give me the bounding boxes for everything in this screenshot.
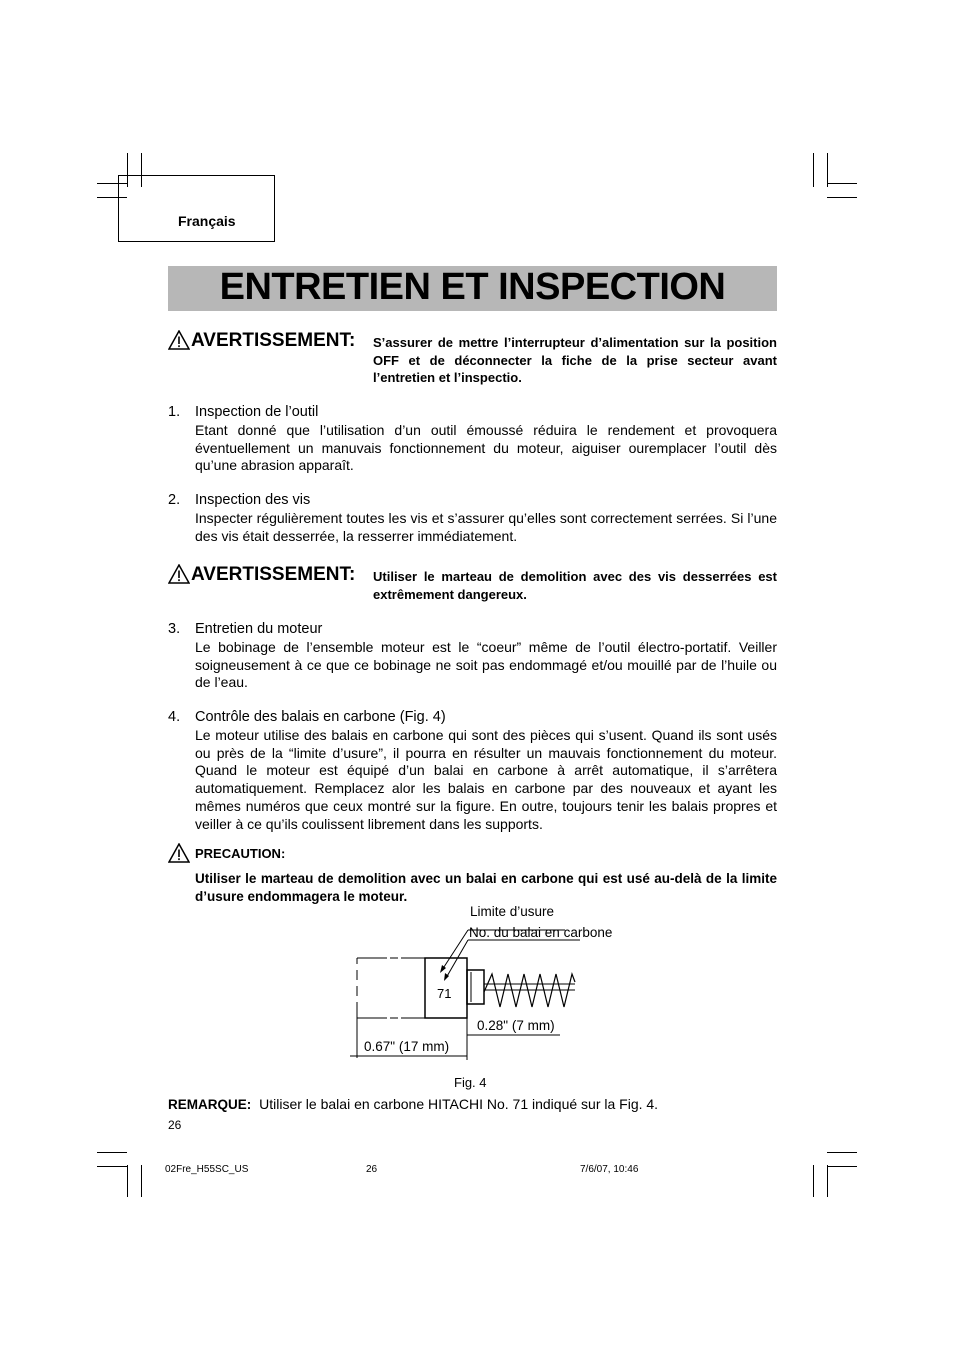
language-tab-box [118, 175, 275, 242]
crop-mark [97, 1152, 127, 1153]
crop-mark [827, 183, 857, 184]
item-heading: Contrôle des balais en carbone (Fig. 4) [195, 709, 446, 725]
crop-mark [127, 1165, 128, 1197]
item-number: 3. [168, 621, 181, 637]
crop-mark [141, 1165, 142, 1197]
language-tab-label: Français [178, 213, 236, 229]
precaution-text: Utiliser le marteau de demolition avec un balai en carbone qui est usé au-delà de la limite d’usure endommagera le moteur. [195, 871, 777, 904]
warning-text: S’assurer de mettre l’interrupteur d’alimentation sur la position OFF et de déconnecter la fiche de la prise secteur avant l’entretien et l’inspectio. [373, 335, 777, 385]
page-number: 26 [168, 1118, 182, 1132]
warning-triangle-icon [168, 564, 190, 584]
crop-mark [97, 1166, 127, 1167]
page-title: ENTRETIEN ET INSPECTION [219, 266, 726, 308]
item-heading: Inspection de l’outil [195, 404, 319, 420]
item-body: Le moteur utilise des balais en carbone qui sont des pièces qui s’usent. Quand ils sont usés ou près de la “limite d’usure”, il pourra en résulter un mauvais fonctionnement du moteur. Quand le moteur est équipé d’un balai en carbone à arrêt automatique, il s’arrêtera automatiquement. Remplacez alor les balais en carbone par des nouveaux et ayant les mêmes numéros que ceux montré sur la figure. En outre, toujours tenir les balais propres et veiller à ce qu’ils coulissent librement dans les supports. [195, 727, 777, 832]
item-number: 1. [168, 404, 181, 420]
item-number: 4. [168, 709, 181, 725]
brush-number: 71 [437, 986, 452, 1001]
crop-mark [827, 1166, 857, 1167]
footer-file: 02Fre_H55SC_US [165, 1164, 249, 1175]
crop-mark [827, 1165, 828, 1197]
dimension-large: 0.67" (17 mm) [364, 1039, 450, 1054]
footer-date: 7/6/07, 10:46 [580, 1164, 639, 1175]
remark-label: REMARQUE: [168, 1097, 252, 1112]
item-body: Le bobinage de l’ensemble moteur est le “coeur” même de l’outil électro-portatif. Veiller soigneusement à ce que ce bobinage ne soit pas endommagé et/ou mouillé par de l’huile ou de l’eau. [195, 639, 777, 691]
warning-triangle-icon [168, 843, 190, 863]
crop-mark [827, 197, 857, 198]
crop-mark [827, 1152, 857, 1153]
warning-label: AVERTISSEMENT: [191, 564, 356, 585]
warning-label: AVERTISSEMENT: [191, 330, 356, 351]
item-body: Etant donné que l’utilisation d’un outil émoussé réduira le rendement et provoquera éventuellement un manuvais fonctionnement du moteur, aiguiser ouremplacer l’outil dès qu’une abrasion apparaît. [195, 422, 777, 474]
item-heading: Entretien du moteur [195, 621, 323, 637]
remark-text: Utiliser le balai en carbone HITACHI No. 71 indiqué sur la Fig. 4. [259, 1096, 659, 1112]
figure-caption: Fig. 4 [454, 1075, 487, 1090]
precaution-label: PRECAUTION: [195, 846, 286, 861]
crop-mark [813, 153, 814, 187]
item-body: Inspecter régulièrement toutes les vis et s’assurer qu’elles sont correctement serrées. Si l’une des vis était desserrée, la resserrer immédiatement. [195, 510, 777, 544]
warning-text: Utiliser le marteau de demolition avec des vis desserrées est extrêmement dangereux. [373, 569, 777, 602]
brush-number-label: No. du balai en carbone [469, 925, 613, 940]
wear-limit-label: Limite d’usure [470, 904, 555, 919]
remark [168, 1096, 658, 1112]
dimension-small: 0.28" (7 mm) [477, 1018, 555, 1033]
crop-mark [827, 153, 828, 187]
footer-page: 26 [366, 1164, 378, 1175]
crop-mark [813, 1165, 814, 1197]
warning-triangle-icon [168, 330, 190, 350]
item-number: 2. [168, 492, 181, 508]
item-heading: Inspection des vis [195, 492, 311, 508]
